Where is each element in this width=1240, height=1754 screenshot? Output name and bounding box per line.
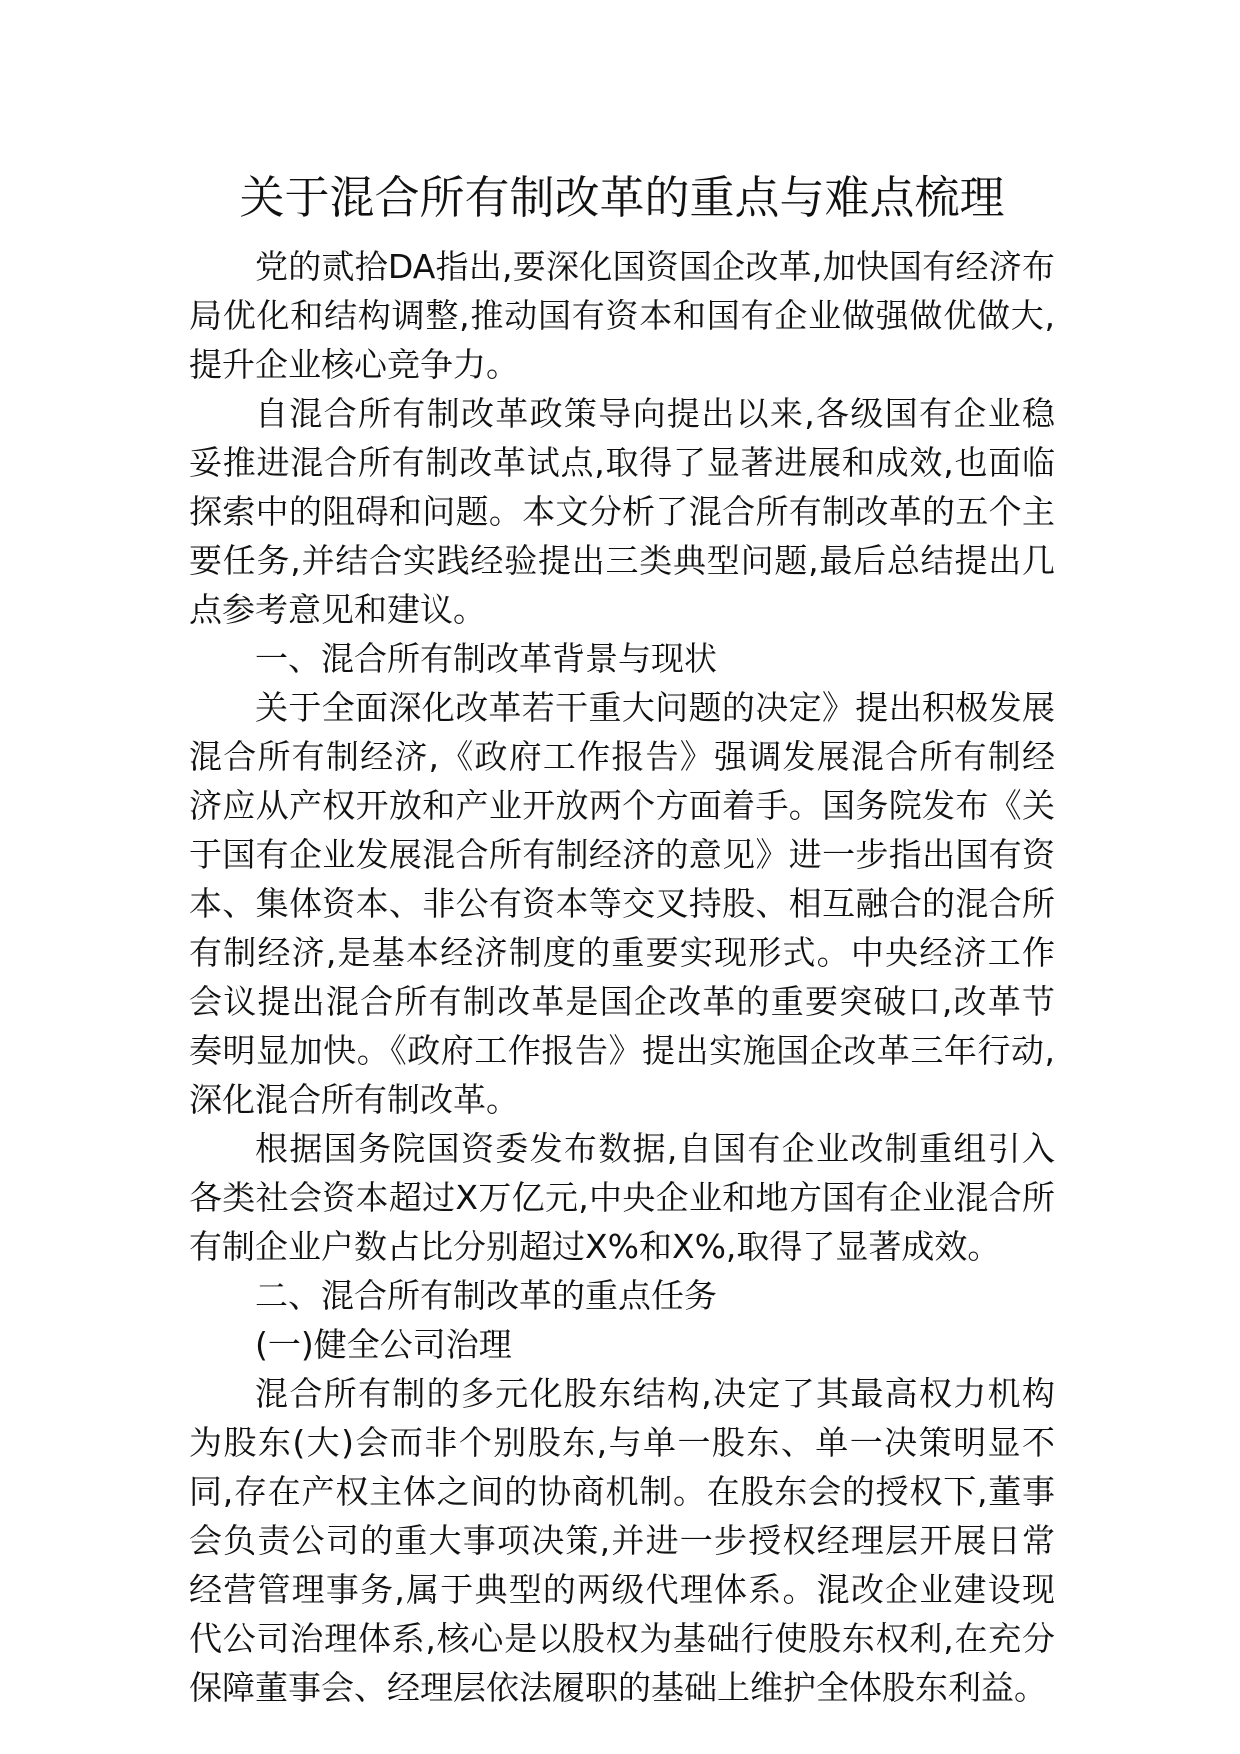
paragraph-governance: 混合所有制的多元化股东结构,决定了其最高权力机构为股东(大)会而非个别股东,与单一股东、单一决策明显不同,存在产权主体之间的协商机制。在股东会的授权下,董事会负责公司的重大事项决策,并进一步授权经理层开展日常经营管理事务,属于典型的两级代理体系。混改企业建设现代公司治理体系,核心是以股权为基础行使股东权利,在充分保障董事会、经理层依法履职的基础上维护全体股东利益。 bbox=[189, 1374, 1055, 1707]
paragraph-intro: 党的贰拾DA指出,要深化国资国企改革,加快国有经济布局优化和结构调整,推动国有资本和国有企业做强做优做大,提升企业核心竞争力。 bbox=[189, 247, 1055, 384]
section-heading-background: 一、混合所有制改革背景与现状 bbox=[255, 639, 717, 678]
subsection-heading-governance: (一)健全公司治理 bbox=[255, 1325, 512, 1364]
paragraph-policy-background: 关于全面深化改革若干重大问题的决定》提出积极发展混合所有制经济,《政府工作报告》强调发展混合所有制经济应从产权开放和产业开放两个方面着手。国务院发布《关于国有企业发展混合所有制经济的意见》进一步指出国有资本、集体资本、非公有资本等交叉持股、相互融合的混合所有制经济,是基本经济制度的重要实现形式。中央经济工作会议提出混合所有制改革是国企改革的重要突破口,改革节奏明显加快。《政府工作报告》提出实施国企改革三年行动,深化混合所有制改革。 bbox=[189, 688, 1055, 1119]
paragraph-progress-data: 根据国务院国资委发布数据,自国有企业改制重组引入各类社会资本超过X万亿元,中央企业和地方国有企业混合所有制企业户数占比分别超过X%和X%,取得了显著成效。 bbox=[189, 1129, 1055, 1266]
paragraph-overview: 自混合所有制改革政策导向提出以来,各级国有企业稳妥推进混合所有制改革试点,取得了显著进展和成效,也面临探索中的阻碍和问题。本文分析了混合所有制改革的五个主要任务,并结合实践经验提出三类典型问题,最后总结提出几点参考意见和建议。 bbox=[189, 394, 1055, 629]
document-title: 关于混合所有制改革的重点与难点梳理 bbox=[239, 171, 1005, 224]
document-body bbox=[189, 166, 1055, 1712]
section-heading-key-tasks: 二、混合所有制改革的重点任务 bbox=[255, 1276, 717, 1315]
